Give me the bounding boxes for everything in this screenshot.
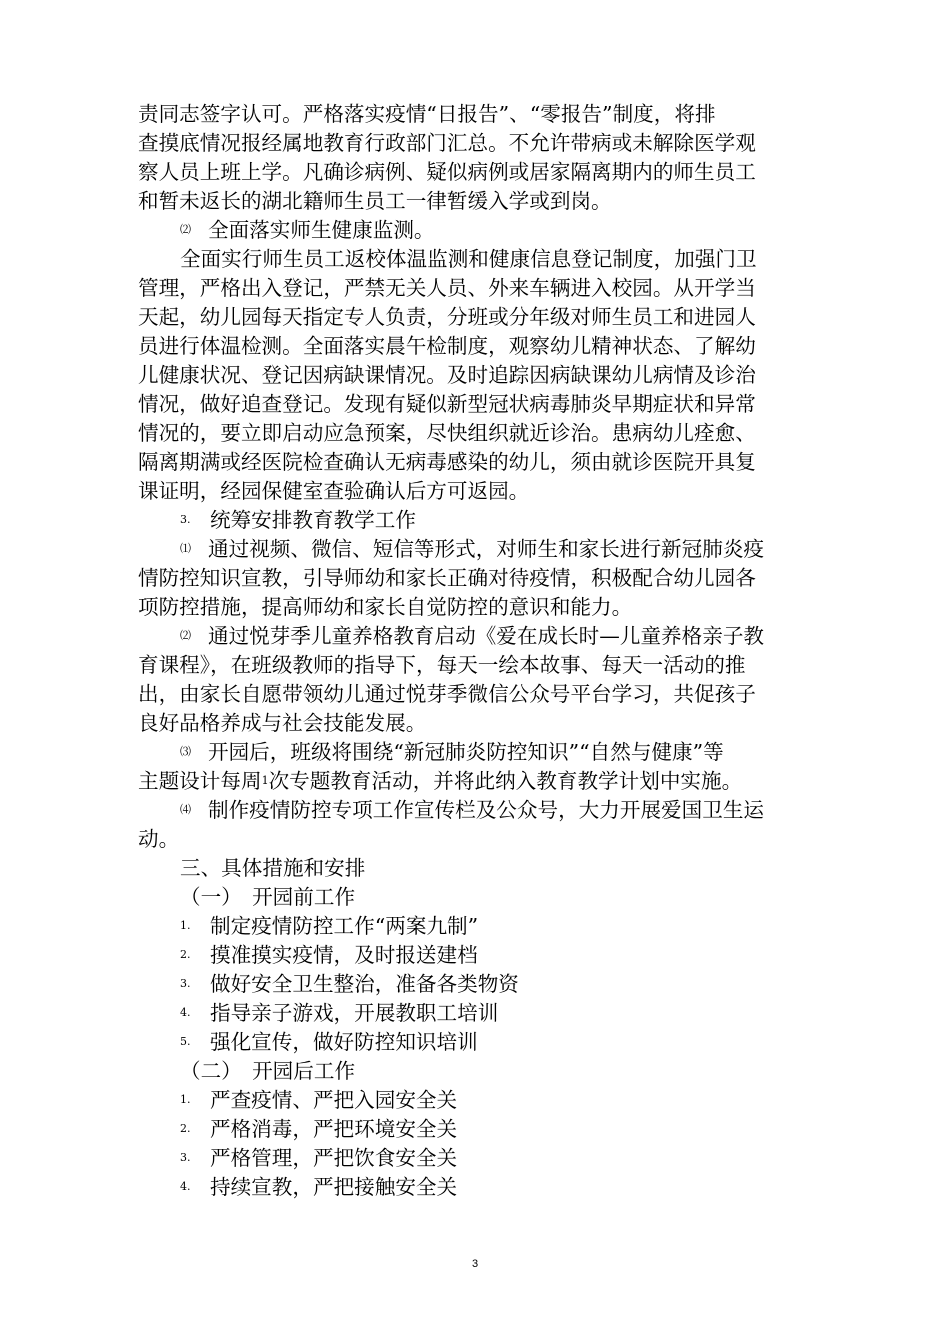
- list-item: [138, 1173, 828, 1202]
- paragraph-line: 天起，幼儿园每天指定专人负责，分班或分年级对师生员工和进园人: [138, 305, 756, 329]
- paragraph-line: 儿健康状况、登记因病缺课情况。及时追踪因病缺课幼儿病情及诊治: [138, 363, 756, 387]
- paragraph-line: 员进行体温检测。全面落实晨午检制度，观察幼儿精神状态、了解幼: [138, 334, 756, 358]
- paragraph-line: 责同志签字认可。严格落实疫情“日报告”、“零报告”制度，将排: [138, 102, 716, 126]
- paragraph-line: 出，由家长自愿带领幼儿通过悦芽季微信公众号平台学习，共促孩子: [138, 682, 756, 706]
- subheading-health-monitoring: [138, 216, 828, 245]
- paragraph-text: 制作疫情防控专项工作宣传栏及公众号，大力开展爱国卫生运: [208, 798, 765, 822]
- paragraph-line: [138, 535, 828, 564]
- section-heading-teaching: [138, 506, 828, 535]
- list-item: [138, 941, 828, 970]
- inline-number: 1: [261, 774, 269, 787]
- document-page: [138, 100, 828, 1202]
- item-number: 4.: [180, 1180, 191, 1193]
- list-item: [138, 970, 828, 999]
- list-item-text: 做好安全卫生整治，准备各类物资: [210, 972, 519, 996]
- item-number: ⑴: [180, 542, 191, 555]
- subheading-after-opening: （二） 开园后工作: [180, 1059, 356, 1083]
- list-item: [138, 1028, 828, 1057]
- list-item-text: 严格消毒，严把环境安全关: [210, 1117, 458, 1141]
- item-number: 2.: [180, 948, 191, 961]
- list-item-text: 指导亲子游戏，开展教职工培训: [210, 1001, 499, 1025]
- paragraph-line: [138, 796, 828, 825]
- list-item: [138, 999, 828, 1028]
- paragraph-line: 全面实行师生员工返校体温监测和健康信息登记制度，加强门卫: [180, 247, 757, 271]
- subheading-text: 全面落实师生健康监测。: [208, 218, 435, 242]
- list-item: [138, 1115, 828, 1144]
- list-item: [138, 1144, 828, 1173]
- paragraph-line: 动。: [138, 827, 180, 851]
- paragraph-text: 主题设计每周: [138, 769, 262, 793]
- paragraph-line: 和暂未返长的湖北籍师生员工一律暂缓入学或到岗。: [138, 189, 612, 213]
- list-item-text: 强化宣传，做好防控知识培训: [210, 1030, 478, 1054]
- list-item-text: 持续宣教，严把接触安全关: [210, 1175, 458, 1199]
- paragraph-line: 情况的，要立即启动应急预案，尽快组织就近诊治。患病幼儿痊愈、: [138, 421, 756, 445]
- paragraph-line: 育课程》，在班级教师的指导下，每天一绘本故事、每天一活动的推: [138, 653, 746, 677]
- list-item-text: 制定疫情防控工作“两案九制”: [210, 914, 479, 938]
- list-item: [138, 912, 828, 941]
- item-number: 3.: [180, 977, 191, 990]
- paragraph-line: 管理，严格出入登记，严禁无关人员、外来车辆进入校园。从开学当: [138, 276, 756, 300]
- list-item-text: 严格管理，严把饮食安全关: [210, 1146, 458, 1170]
- item-number: 1.: [180, 919, 191, 932]
- paragraph-text: 次专题教育活动，并将此纳入教育教学计划中实施。: [268, 769, 743, 793]
- item-number: ⑵: [180, 223, 191, 236]
- paragraph-line: [138, 622, 828, 651]
- subheading-before-opening: （一） 开园前工作: [180, 885, 356, 909]
- item-number: 3.: [180, 513, 191, 526]
- paragraph-line: 情况，做好追查登记。发现有疑似新型冠状病毒肺炎早期症状和异常: [138, 392, 756, 416]
- list-item-text: 严查疫情、严把入园安全关: [210, 1088, 458, 1112]
- item-number: 2.: [180, 1122, 191, 1135]
- paragraph-line: 隔离期满或经医院检查确认无病毒感染的幼儿，须由就诊医院开具复: [138, 450, 756, 474]
- item-number: 3.: [180, 1151, 191, 1164]
- item-number: ⑵: [180, 629, 191, 642]
- paragraph-line: 情防控知识宣教，引导师幼和家长正确对待疫情，积极配合幼儿园各: [138, 566, 756, 590]
- paragraph-line: 良好品格养成与社会技能发展。: [138, 711, 427, 735]
- paragraph-text: 开园后，班级将围绕“新冠肺炎防控知识”“自然与健康”等: [208, 740, 724, 764]
- paragraph-line: [138, 738, 828, 767]
- section-heading-measures: 三、具体措施和安排: [180, 856, 366, 880]
- paragraph-text: 通过视频、微信、短信等形式，对师生和家长进行新冠肺炎疫: [208, 537, 765, 561]
- list-item: [138, 1086, 828, 1115]
- paragraph-line: 项防控措施，提高师幼和家长自觉防控的意识和能力。: [138, 595, 633, 619]
- item-number: 4.: [180, 1006, 191, 1019]
- list-item-text: 摸准摸实疫情，及时报送建档: [210, 943, 478, 967]
- item-number: 5.: [180, 1035, 191, 1048]
- item-number: 1.: [180, 1093, 191, 1106]
- paragraph-text: 通过悦芽季儿童养格教育启动《爱在成长时—儿童养格亲子教: [208, 624, 765, 648]
- item-number: ⑶: [180, 745, 191, 758]
- paragraph-line: 课证明，经园保健室查验确认后方可返园。: [138, 479, 530, 503]
- paragraph-line: 察人员上班上学。凡确诊病例、疑似病例或居家隔离期内的师生员工: [138, 160, 756, 184]
- page-number: 3: [471, 1258, 479, 1270]
- item-number: ⑷: [180, 803, 191, 816]
- paragraph-line: [138, 767, 828, 796]
- section-heading-text: 统筹安排教育教学工作: [210, 508, 416, 532]
- paragraph-line: 查摸底情况报经属地教育行政部门汇总。不允许带病或未解除医学观: [138, 131, 756, 155]
